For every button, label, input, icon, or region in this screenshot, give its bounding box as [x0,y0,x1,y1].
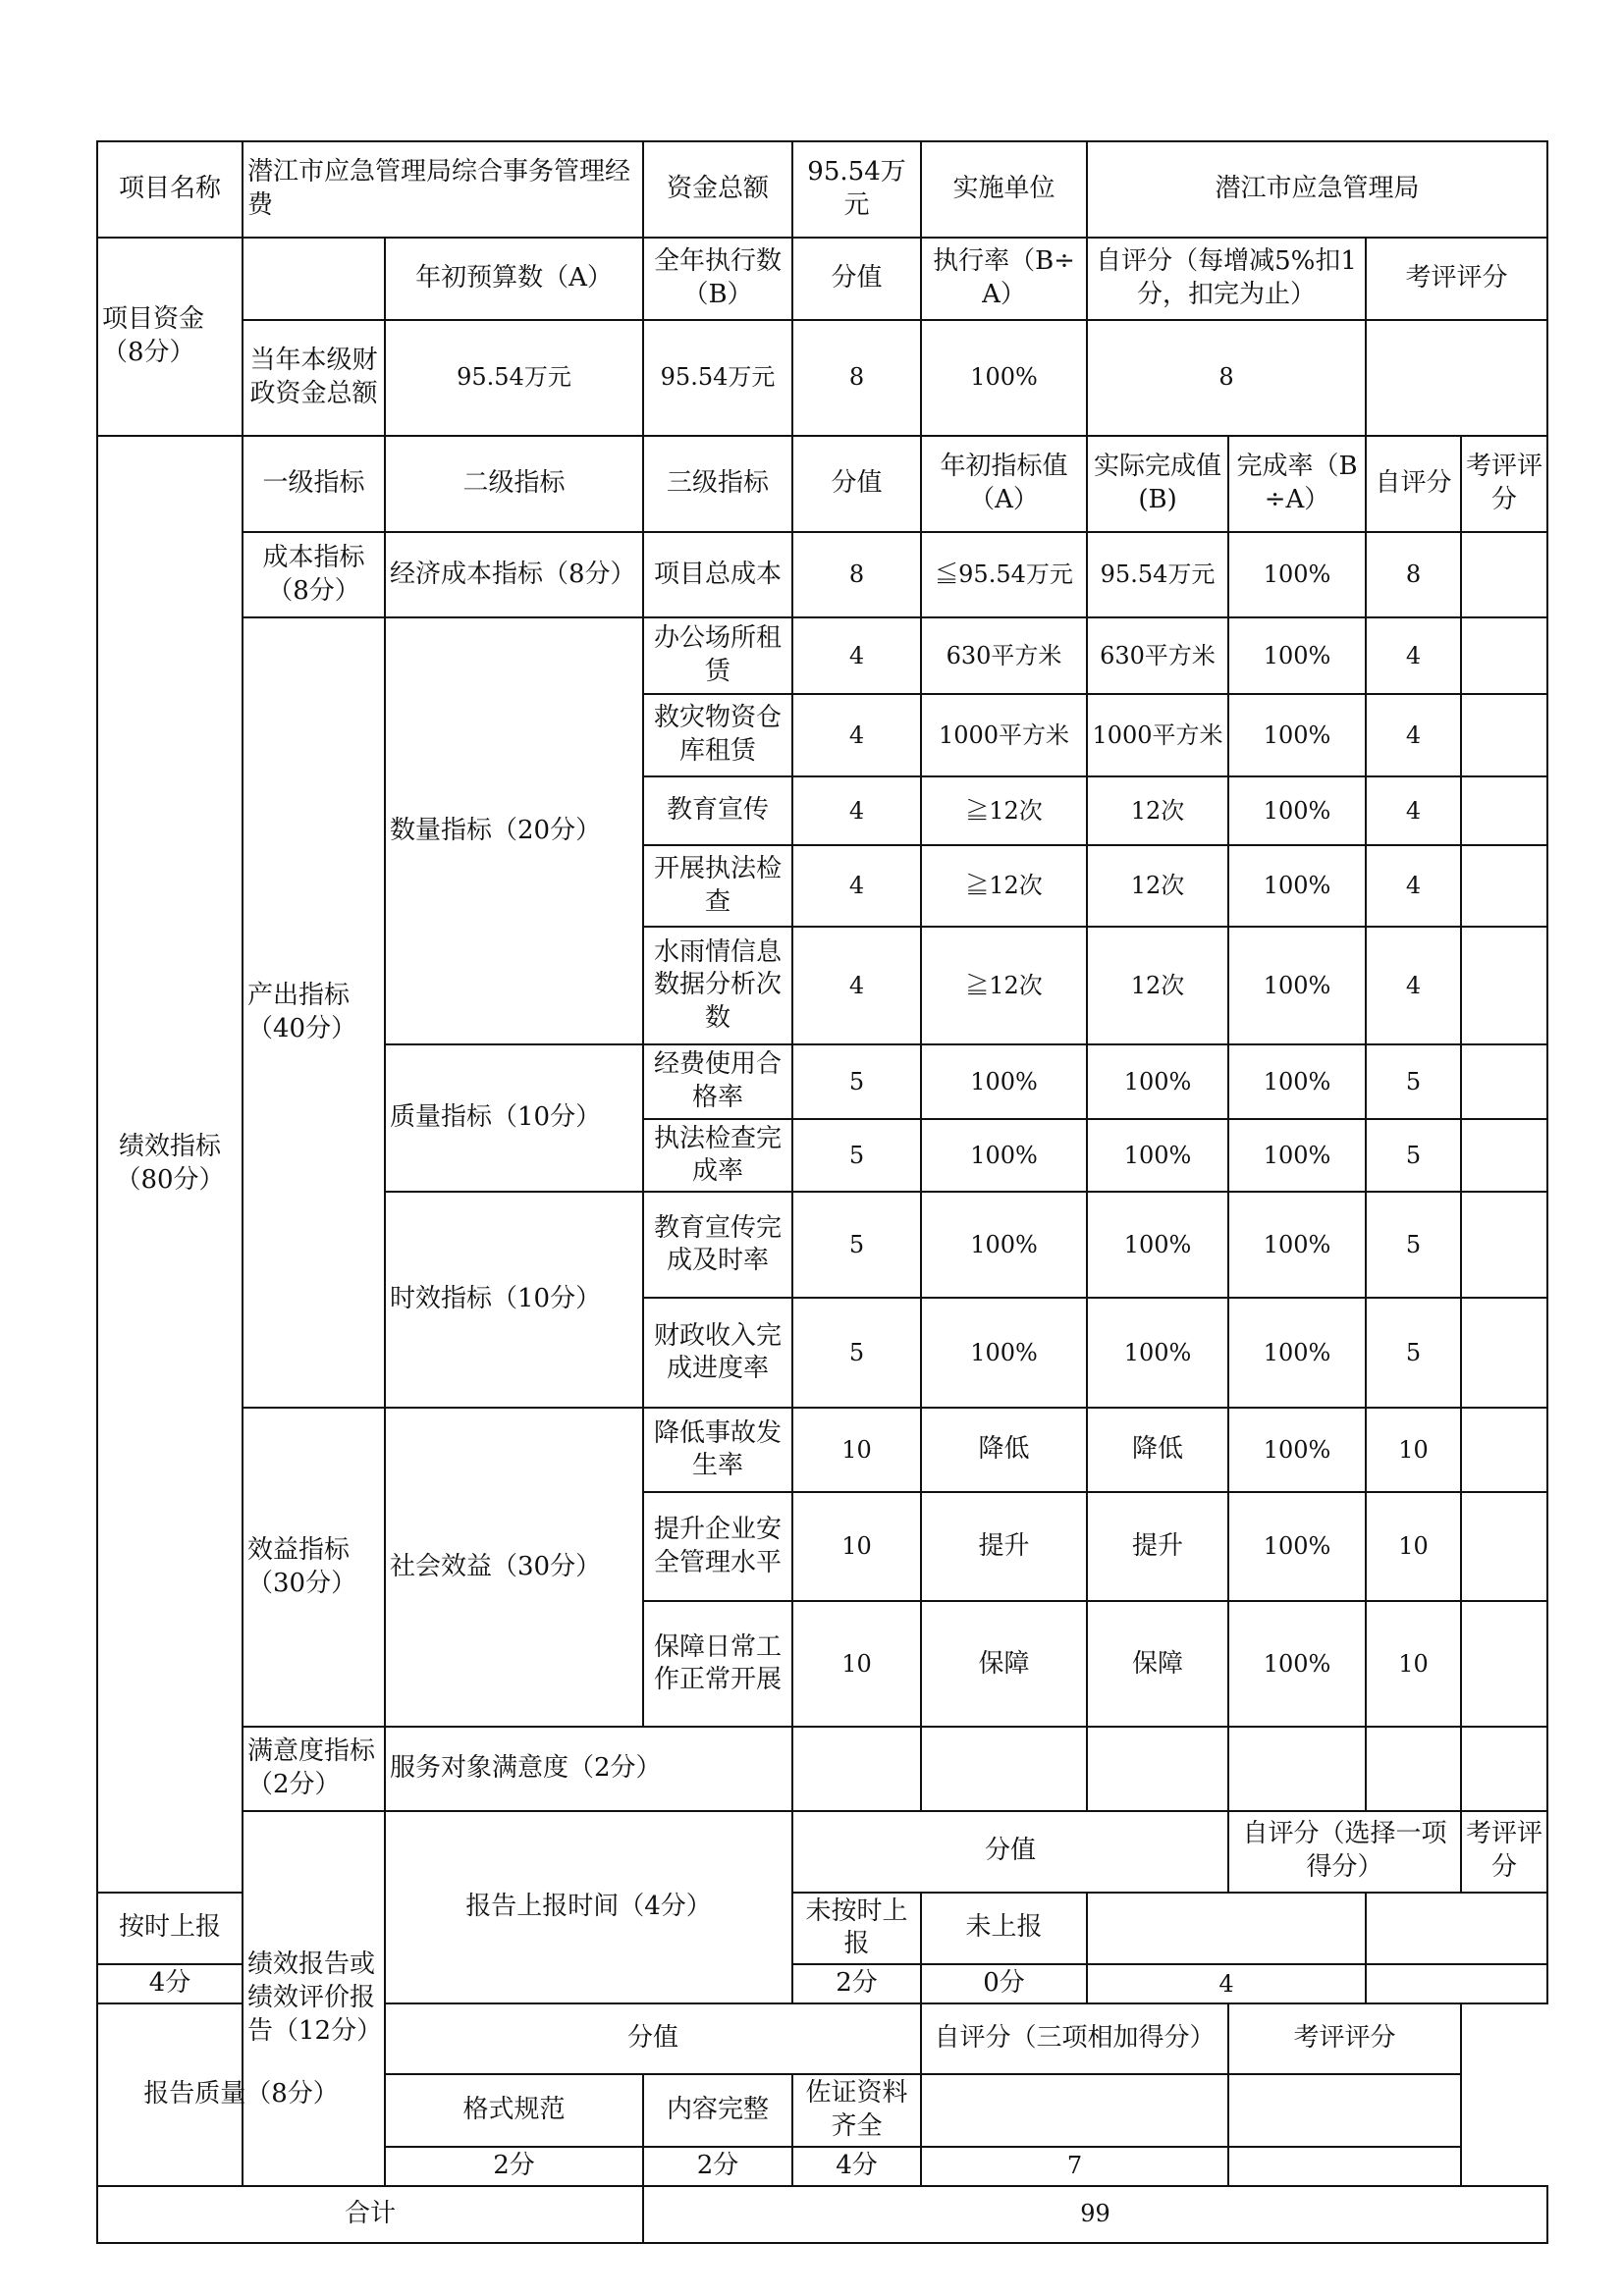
row-review [1461,927,1547,1044]
row-rate: 100% [1228,1119,1366,1192]
row-l3: 降低事故发生率 [643,1408,792,1492]
row-rate: 100% [1228,1601,1366,1727]
total-value: 99 [643,2186,1547,2243]
row-self: 4 [1366,927,1461,1044]
row-review [1461,776,1547,845]
row-l3: 教育宣传完成及时率 [643,1192,792,1298]
perf-group-label: 绩效指标（80分） [97,436,243,1892]
row-score: 10 [792,1408,921,1492]
row-target: 1000平方米 [921,694,1087,776]
row-rate: 100% [1228,694,1366,776]
row-actual: 100% [1087,1298,1228,1408]
output-l1: 产出指标（40分） [243,617,385,1408]
funds-col-budget: 年初预算数（A） [385,238,643,320]
funds-score: 8 [792,320,921,436]
row-l3: 保障日常工作正常开展 [643,1601,792,1727]
perf-col-score: 分值 [792,436,921,532]
row-self: 5 [1366,1298,1461,1408]
row-l3: 财政收入完成进度率 [643,1298,792,1408]
performance-evaluation-table [96,140,1548,2244]
row-actual: 提升 [1087,1492,1228,1601]
row-self: 4 [1366,617,1461,694]
row-target: 降低 [921,1408,1087,1492]
report-ontime-label: 按时上报 [97,1893,243,1965]
satisfaction-target [921,1727,1087,1810]
row-actual: 95.54万元 [1087,532,1228,617]
funds-col-score: 分值 [792,238,921,320]
report-none-score: 0分 [921,1964,1087,2003]
row-l3: 执法检查完成率 [643,1119,792,1192]
row-target: 提升 [921,1492,1087,1601]
report-quality-review-score [1228,2147,1461,2186]
row-score: 4 [792,776,921,845]
report-content-label: 内容完整 [643,2074,792,2147]
funds-col-exec: 全年执行数（B） [643,238,792,320]
row-rate: 100% [1228,1298,1366,1408]
row-review [1461,1192,1547,1298]
row-score: 10 [792,1492,921,1601]
qty-l2: 数量指标（20分） [385,617,643,1044]
total-label: 合计 [97,2186,643,2243]
funds-review [1366,320,1547,436]
row-actual: 保障 [1087,1601,1228,1727]
row-score: 4 [792,927,921,1044]
funds-col-self: 自评分（每增减5%扣1分，扣完为止） [1087,238,1366,320]
row-target: ≧12次 [921,845,1087,927]
row-target: 100% [921,1119,1087,1192]
row-score: 5 [792,1119,921,1192]
row-self: 5 [1366,1192,1461,1298]
satisfaction-l1: 满意度指标（2分） [243,1727,385,1810]
report-format-label: 格式规范 [385,2074,643,2147]
row-rate: 100% [1228,532,1366,617]
row-review [1461,1601,1547,1727]
report-time-self-value: 4 [1087,1964,1366,2003]
report-quality-self-empty [921,2074,1228,2147]
implementing-unit-label: 实施单位 [921,141,1087,238]
report-time-label: 报告上报时间（4分） [385,1811,792,2004]
row-target: 630平方米 [921,617,1087,694]
quality-l2: 质量指标（10分） [385,1044,643,1192]
funds-group-label: 项目资金（8分） [97,238,243,436]
report-late-label: 未按时上报 [792,1893,921,1965]
row-l3: 经费使用合格率 [643,1044,792,1119]
row-rate: 100% [1228,1492,1366,1601]
row-rate: 100% [1228,1192,1366,1298]
report-late-score: 2分 [792,1964,921,2003]
funds-rate: 100% [921,320,1087,436]
row-rate: 100% [1228,1408,1366,1492]
row-review [1461,532,1547,617]
row-actual: 100% [1087,1192,1228,1298]
report-quality-self-label: 自评分（三项相加得分） [921,2003,1228,2074]
row-actual: 100% [1087,1044,1228,1119]
row-self: 10 [1366,1492,1461,1601]
satisfaction-actual [1087,1727,1228,1810]
implementing-unit-value: 潜江市应急管理局 [1087,141,1547,238]
report-none-label: 未上报 [921,1893,1087,1965]
project-name-label: 项目名称 [97,141,243,238]
row-self: 8 [1366,532,1461,617]
row-score: 5 [792,1192,921,1298]
funds-empty-cell [243,238,385,320]
perf-col-l3: 三级指标 [643,436,792,532]
satisfaction-l2: 服务对象满意度（2分） [385,1727,792,1810]
row-review [1461,1298,1547,1408]
report-quality-self-value: 7 [921,2147,1228,2186]
row-target: 100% [921,1298,1087,1408]
report-time-review-score [1366,1964,1547,2003]
row-rate: 100% [1228,1044,1366,1119]
row-review [1461,694,1547,776]
satisfaction-review [1461,1727,1547,1810]
row-score: 4 [792,845,921,927]
funds-self: 8 [1087,320,1366,436]
satisfaction-self [1366,1727,1461,1810]
total-funds-label: 资金总额 [643,141,792,238]
time-l2: 时效指标（10分） [385,1192,643,1408]
row-self: 4 [1366,776,1461,845]
row-l3: 提升企业安全管理水平 [643,1492,792,1601]
project-name-value: 潜江市应急管理局综合事务管理经费 [243,141,643,238]
row-self: 5 [1366,1119,1461,1192]
funds-row-label: 当年本级财政资金总额 [243,320,385,436]
report-evidence-score: 4分 [792,2147,921,2186]
report-time-self-empty [1087,1893,1366,1965]
row-review [1461,617,1547,694]
funds-col-review: 考评评分 [1366,238,1547,320]
benefit-l1: 效益指标（30分） [243,1408,385,1727]
satisfaction-rate [1228,1727,1366,1810]
row-self: 4 [1366,694,1461,776]
report-time-self-label: 自评分（选择一项得分） [1228,1811,1461,1893]
report-quality-review-value [1228,2074,1461,2147]
row-rate: 100% [1228,845,1366,927]
row-target: ≧12次 [921,927,1087,1044]
row-score: 10 [792,1601,921,1727]
perf-col-l2: 二级指标 [385,436,643,532]
row-score: 4 [792,694,921,776]
perf-col-self: 自评分 [1366,436,1461,532]
row-self: 4 [1366,845,1461,927]
funds-exec: 95.54万元 [643,320,792,436]
perf-col-actual: 实际完成值(B) [1087,436,1228,532]
row-review [1461,1119,1547,1192]
report-time-score-label: 分值 [792,1811,1228,1893]
perf-col-l1: 一级指标 [243,436,385,532]
row-target: 100% [921,1192,1087,1298]
row-target: 保障 [921,1601,1087,1727]
row-self: 10 [1366,1408,1461,1492]
row-score: 5 [792,1044,921,1119]
row-review [1461,845,1547,927]
report-time-review-label: 考评评分 [1461,1811,1547,1893]
row-review [1461,1408,1547,1492]
report-ontime-score: 4分 [97,1964,243,2003]
row-l3: 办公场所租赁 [643,617,792,694]
perf-col-review: 考评评分 [1461,436,1547,532]
row-l3: 教育宣传 [643,776,792,845]
funds-budget: 95.54万元 [385,320,643,436]
row-actual: 100% [1087,1119,1228,1192]
row-rate: 100% [1228,776,1366,845]
row-l3: 项目总成本 [643,532,792,617]
cost-l1: 成本指标（8分） [243,532,385,617]
perf-col-rate: 完成率（B÷A） [1228,436,1366,532]
row-review [1461,1492,1547,1601]
row-actual: 630平方米 [1087,617,1228,694]
row-score: 5 [792,1298,921,1408]
perf-col-target: 年初指标值（A） [921,436,1087,532]
row-self: 10 [1366,1601,1461,1727]
row-actual: 12次 [1087,776,1228,845]
cost-l2: 经济成本指标（8分） [385,532,643,617]
row-target: ≧12次 [921,776,1087,845]
report-time-review-value [1366,1893,1547,1965]
funds-col-rate: 执行率（B÷A） [921,238,1087,320]
row-actual: 12次 [1087,927,1228,1044]
row-target: 100% [921,1044,1087,1119]
row-rate: 100% [1228,927,1366,1044]
row-target: ≦95.54万元 [921,532,1087,617]
report-group-label: 绩效报告或绩效评价报告（12分） [243,1811,385,2186]
report-format-score: 2分 [385,2147,643,2186]
row-score: 4 [792,617,921,694]
row-self: 5 [1366,1044,1461,1119]
report-quality-review-label: 考评评分 [1228,2003,1461,2074]
row-actual: 降低 [1087,1408,1228,1492]
report-quality-label: 报告质量（8分） [97,2003,385,2186]
row-actual: 1000平方米 [1087,694,1228,776]
report-content-score: 2分 [643,2147,792,2186]
report-evidence-label: 佐证资料齐全 [792,2074,921,2147]
row-rate: 100% [1228,617,1366,694]
report-quality-score-label: 分值 [385,2003,921,2074]
row-score: 8 [792,532,921,617]
total-funds-value: 95.54万元 [792,141,921,238]
row-review [1461,1044,1547,1119]
row-l3: 开展执法检查 [643,845,792,927]
row-actual: 12次 [1087,845,1228,927]
social-l2: 社会效益（30分） [385,1408,643,1727]
row-l3: 救灾物资仓库租赁 [643,694,792,776]
satisfaction-score [792,1727,921,1810]
row-l3: 水雨情信息数据分析次数 [643,927,792,1044]
